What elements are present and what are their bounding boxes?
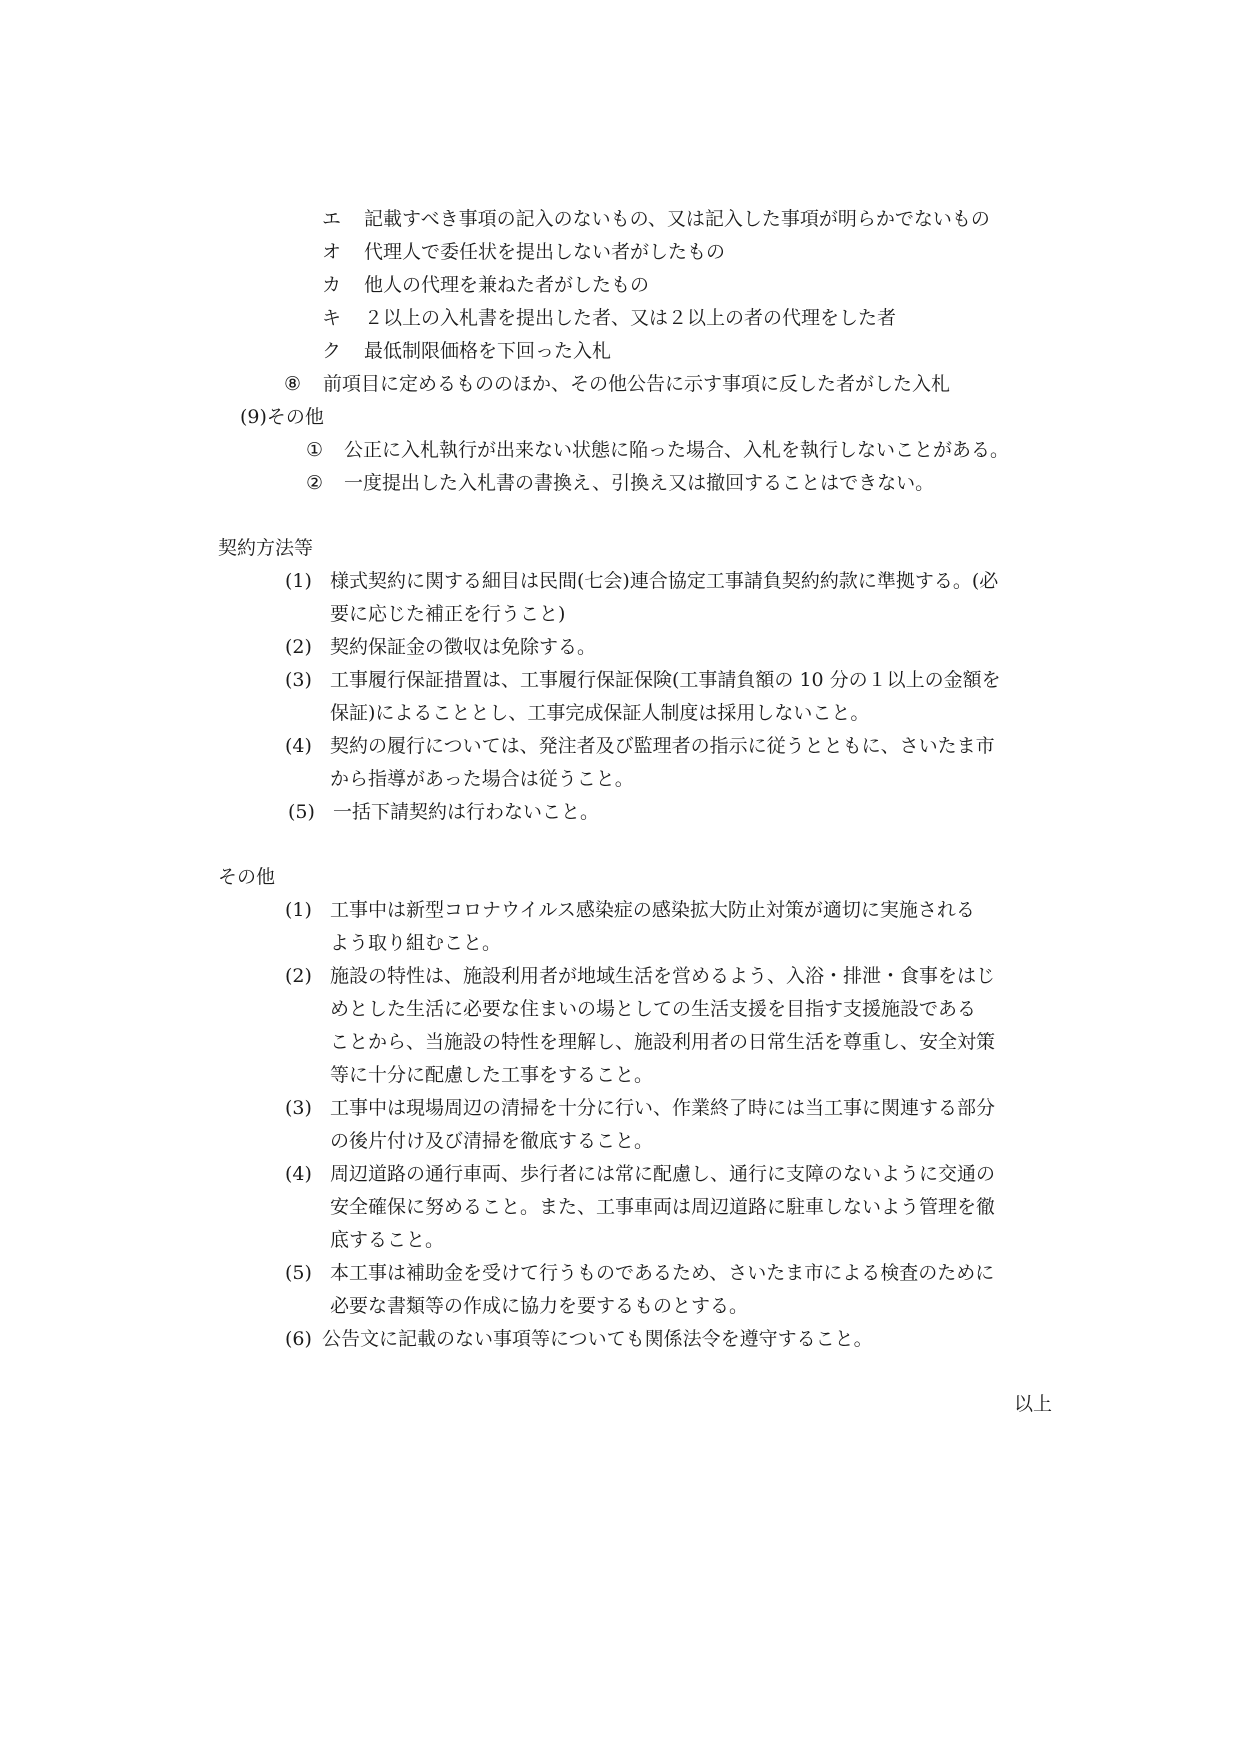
item-text: の後片付け及び清掃を徹底すること。 <box>330 1130 654 1152</box>
item-mark: カ <box>322 274 342 296</box>
item-mark: (5) <box>285 1262 312 1284</box>
item-text: 必要な書類等の作成に協力を要するものとする。 <box>330 1295 749 1317</box>
item-mark: オ <box>322 241 342 263</box>
item-text: 契約保証金の徴収は免除する。 <box>330 636 597 658</box>
item-text: 要に応じた補正を行うこと) <box>330 603 566 625</box>
item-text: 施設の特性は、施設利用者が地域生活を営めるよう、入浴・排泄・食事をはじ <box>330 965 996 987</box>
item-mark: ① <box>306 439 324 461</box>
item-mark: エ <box>322 208 342 230</box>
item-text: 契約の履行については、発注者及び監理者の指示に従うとともに、さいたま市 <box>330 735 995 757</box>
item-text: 公正に入札執行が出来ない状態に陥った場合、入札を執行しないことがある。 <box>344 439 1010 461</box>
item-text: ２以上の入札書を提出した者、又は２以上の者の代理をした者 <box>364 307 897 329</box>
item-mark: (1) <box>285 570 312 592</box>
item-text: 保証)によることとし、工事完成保証人制度は採用しないこと。 <box>330 702 870 724</box>
item-mark: (3) <box>285 669 312 691</box>
item-text: 工事中は新型コロナウイルス感染症の感染拡大防止対策が適切に実施される <box>330 899 975 921</box>
item-text: 安全確保に努めること。また、工事車両は周辺道路に駐車しないよう管理を徹 <box>330 1196 996 1218</box>
item-text: 最低制限価格を下回った入札 <box>364 340 612 362</box>
item-mark: (2) <box>285 965 312 987</box>
item-text: 代理人で委任状を提出しない者がしたもの <box>364 241 726 263</box>
item-text: 工事中は現場周辺の清掃を十分に行い、作業終了時には当工事に関連する部分 <box>330 1097 996 1119</box>
item-mark: キ <box>322 307 342 329</box>
item-text: 底すること。 <box>330 1229 445 1251</box>
item-text: から指導があった場合は従うこと。 <box>330 768 634 790</box>
item-mark: (6) <box>285 1328 312 1350</box>
item-mark: (4) <box>285 1163 312 1185</box>
item-text: 本工事は補助金を受けて行うものであるため、さいたま市による検査のために <box>330 1262 995 1284</box>
item-text: 記載すべき事項の記入のないもの、又は記入した事項が明らかでないもの <box>364 208 990 230</box>
item-text: ことから、当施設の特性を理解し、施設利用者の日常生活を尊重し、安全対策 <box>330 1031 996 1053</box>
item-text: 周辺道路の通行車両、歩行者には常に配慮し、通行に支障のないように交通の <box>330 1163 996 1185</box>
item-text: 一括下請契約は行わないこと。 <box>333 801 600 823</box>
item-text: 他人の代理を兼ねた者がしたもの <box>364 274 650 296</box>
item-text: 様式契約に関する細目は民間(七会)連合協定工事請負契約約款に準拠する。(必 <box>330 570 999 592</box>
item-mark: (2) <box>285 636 312 658</box>
item-text: 工事履行保証措置は、工事履行保証保険(工事請負額の 10 分の１以上の金額を <box>330 669 1001 691</box>
item-text: よう取り組むこと。 <box>330 932 502 954</box>
item-text: 公告文に記載のない事項等についても関係法令を遵守すること。 <box>322 1328 873 1350</box>
closing-text: 以上 <box>1014 1393 1053 1415</box>
item-text: 等に十分に配慮した工事をすること。 <box>330 1064 654 1086</box>
item-mark: ⑧ <box>284 373 302 395</box>
item-mark: ② <box>306 472 324 494</box>
item-mark: (1) <box>285 899 312 921</box>
item-mark: ク <box>322 340 342 362</box>
item-text: めとした生活に必要な住まいの場としての生活支援を目指す支援施設である <box>330 998 977 1020</box>
item-mark: (3) <box>285 1097 312 1119</box>
item-text: 前項目に定めるもののほか、その他公告に示す事項に反した者がした入札 <box>323 373 951 395</box>
item-text: 一度提出した入札書の書換え、引換え又は撤回することはできない。 <box>344 472 935 494</box>
item-mark: (4) <box>285 735 312 757</box>
item-mark: (5) <box>288 801 315 823</box>
